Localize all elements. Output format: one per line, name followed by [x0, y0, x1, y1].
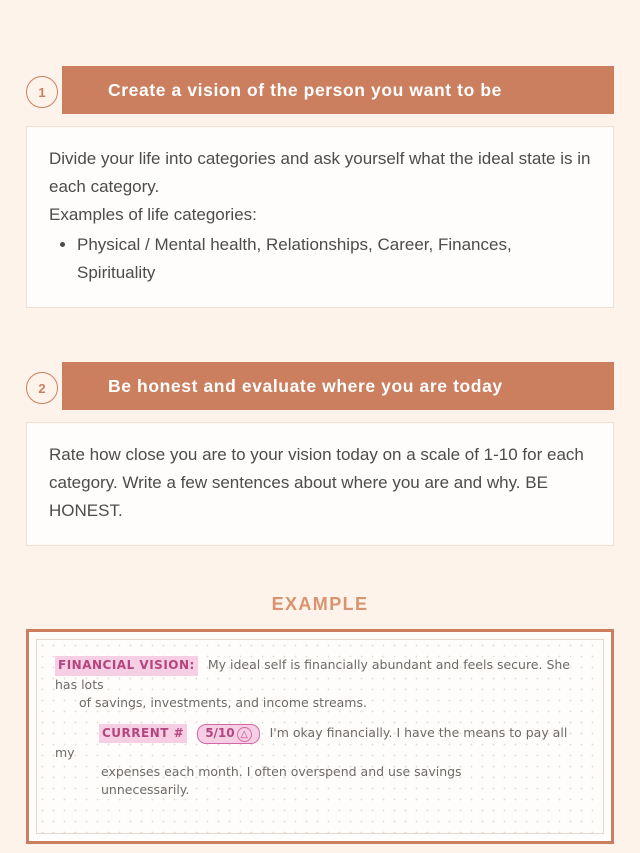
mid-spacer [26, 308, 614, 362]
note-label-current: CURRENT # [99, 724, 187, 743]
step-1-paragraph-2: Examples of life categories: [49, 205, 257, 225]
note-text-current-line-3: unnecessarily. [101, 781, 190, 797]
step-2 [26, 362, 614, 546]
note-text-current-line-2: expenses each month. I often overspend and use savings [101, 763, 462, 779]
circled-mark: △ [237, 727, 252, 742]
step-2-header [62, 362, 614, 410]
step-1-paragraph-1: Divide your life into categories and ask yourself what the ideal state is in each category. [49, 149, 591, 197]
step-2-body [26, 422, 614, 546]
step-1-header [62, 66, 614, 114]
note-current [55, 724, 585, 799]
top-spacer [26, 0, 614, 66]
score-value: 5/10 [205, 726, 235, 741]
note-label-financial-vision: FINANCIAL VISION: [55, 656, 198, 675]
step-1-title: Create a vision of the person you want to be [108, 79, 502, 100]
step-1-bullet-list [49, 231, 591, 287]
note-financial-vision [55, 656, 585, 712]
step-1 [26, 66, 614, 308]
note-text-financial-vision-line-1: My ideal self is financially abundant and feels secure. She has lots [55, 657, 570, 692]
list-item: • Physical / Mental health, Relationships, Career, Finances, Spirituality [77, 231, 591, 287]
example-heading: EXAMPLE [271, 594, 369, 615]
step-1-body [26, 126, 614, 308]
step-2-paragraph-1: Rate how close you are to your vision today on a scale of 1-10 for each category. Write a few sentences about where you are and why. BE HONEST. [49, 445, 584, 521]
note-text-financial-vision-line-2: of savings, investments, and income streams. [79, 694, 367, 710]
example-spacer [26, 546, 614, 594]
step-2-number-badge: 2 [26, 372, 58, 404]
note-text-current-line-1: I'm okay financially. I have the means to pay all my [55, 725, 568, 761]
example-frame [26, 629, 614, 843]
score-chip [197, 724, 259, 744]
example-note-area [36, 639, 604, 833]
step-2-title: Be honest and evaluate where you are today [108, 375, 503, 396]
step-1-number-badge: 1 [26, 76, 58, 108]
